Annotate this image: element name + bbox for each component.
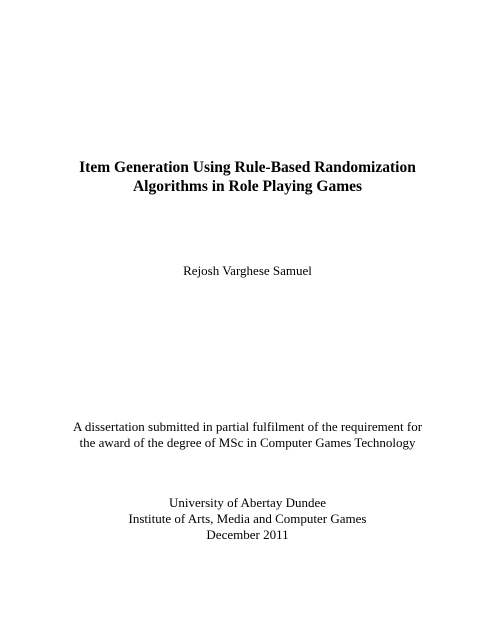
author-line: Rejosh Varghese Samuel — [183, 263, 312, 278]
title-line-2: Algorithms in Role Playing Games — [132, 178, 363, 195]
statement-line-1: A dissertation submitted in partial fulfilment of the requirement for — [72, 419, 423, 434]
title-line-1: Item Generation Using Rule-Based Randomization — [79, 159, 416, 176]
institute-name: Institute of Arts, Media and Computer Games — [128, 511, 367, 526]
university-name: University of Abertay Dundee — [168, 495, 327, 510]
statement-line-2: the award of the degree of MSc in Computer Games Technology — [79, 435, 416, 450]
document-title — [0, 158, 495, 196]
degree-statement — [0, 419, 495, 451]
author-name — [0, 262, 495, 279]
affiliation-block — [0, 495, 495, 543]
submission-date: December 2011 — [206, 527, 289, 542]
